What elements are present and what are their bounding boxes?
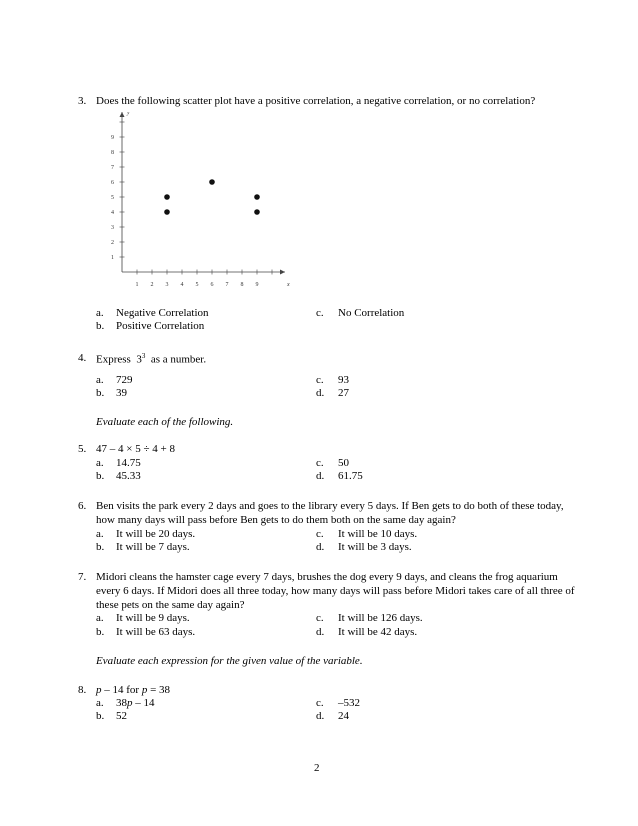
- option-text: It will be 7 days.: [116, 541, 190, 553]
- instruction-text: Evaluate each expression for the given value of the variable.: [96, 655, 363, 667]
- option-text: 24: [338, 710, 349, 722]
- option-text: It will be 20 days.: [116, 528, 196, 540]
- option-letter: c.: [316, 528, 324, 540]
- scatter-plot: [100, 112, 300, 297]
- question-number: 4.: [78, 352, 87, 364]
- plot-ticks: [111, 122, 272, 288]
- option-letter: b.: [96, 387, 105, 399]
- x-tick-label: 5: [195, 282, 199, 288]
- option-letter: b.: [96, 541, 105, 553]
- y-tick-label: 5: [111, 195, 114, 201]
- option-letter: c.: [316, 697, 324, 709]
- question-text-line: Midori cleans the hamster cage every 7 days, brushes the dog every 9 days, and cleans the frog aquarium: [96, 571, 558, 583]
- question-text-line: Ben visits the park every 2 days and goes to the library every 5 days. If Ben gets to do both of these today,: [96, 500, 564, 512]
- option-text: 14.75: [116, 457, 141, 469]
- option-text: 50: [338, 457, 349, 469]
- x-tick-label: 9: [255, 282, 259, 288]
- x-tick-label: 3: [165, 282, 169, 288]
- question-text: Does the following scatter plot have a positive correlation, a negative correlation, or no correlation?: [96, 95, 536, 107]
- y-tick-label: 4: [111, 210, 114, 216]
- question-number: 8.: [78, 684, 87, 696]
- option-text: 27: [338, 387, 349, 399]
- option-letter: a.: [96, 697, 104, 709]
- scatter-point: [254, 209, 260, 215]
- option-letter: a.: [96, 457, 104, 469]
- option-letter: c.: [316, 374, 324, 386]
- x-tick-label: 4: [180, 282, 184, 288]
- scatter-point: [164, 194, 170, 200]
- question-text-line: how many days will pass before Ben gets to do them both on the same day again?: [96, 514, 456, 526]
- option-text: It will be 3 days.: [338, 541, 412, 553]
- y-tick-label: 6: [111, 180, 114, 186]
- question-number: 5.: [78, 443, 87, 455]
- scatter-point: [164, 209, 170, 215]
- option-letter: b.: [96, 710, 105, 722]
- x-tick-label: 6: [210, 282, 214, 288]
- option-text: 39: [116, 387, 127, 399]
- scatter-point: [209, 179, 215, 185]
- option-text: It will be 10 days.: [338, 528, 418, 540]
- question-text-suffix: as a number.: [150, 353, 207, 366]
- option-letter: b.: [96, 320, 105, 332]
- x-axis-arrow: [280, 270, 285, 275]
- option-letter: a.: [96, 307, 104, 319]
- y-tick-label: 3: [111, 225, 114, 231]
- option-letter: b.: [96, 470, 105, 482]
- option-text: 61.75: [338, 470, 363, 482]
- y-tick-label: 9: [111, 135, 114, 141]
- instruction-text: Evaluate each of the following.: [96, 416, 234, 428]
- y-axis-label: y: [127, 112, 130, 116]
- option-letter: b.: [96, 626, 105, 638]
- question-text: [96, 352, 206, 366]
- power-exponent: 3: [141, 352, 146, 360]
- plot-axes: [120, 112, 291, 288]
- option-letter: a.: [96, 374, 104, 386]
- option-letter: a.: [96, 528, 104, 540]
- variable: p: [127, 697, 133, 709]
- option-text: It will be 42 days.: [338, 626, 418, 638]
- option-text: It will be 126 days.: [338, 612, 423, 624]
- page-number: 2: [314, 762, 320, 774]
- question-number: 6.: [78, 500, 87, 512]
- x-tick-label: 8: [240, 282, 244, 288]
- y-axis-arrow: [120, 112, 125, 117]
- option-text: 729: [116, 374, 133, 386]
- option-text: Positive Correlation: [116, 320, 205, 332]
- variable: p: [141, 684, 148, 696]
- option-text: [116, 697, 155, 709]
- question-text-prefix: Express: [96, 353, 131, 366]
- coefficient: 38: [116, 697, 127, 709]
- option-letter: d.: [316, 710, 325, 722]
- question-number: 7.: [78, 571, 87, 583]
- option-letter: d.: [316, 626, 325, 638]
- option-letter: c.: [316, 612, 324, 624]
- option-text: It will be 9 days.: [116, 612, 190, 624]
- question-text-line: every 6 days. If Midori does all three today, how many days will pass before Midori takes care of all three of: [96, 585, 575, 597]
- question-text: 47 – 4 × 5 ÷ 4 + 8: [96, 443, 175, 455]
- y-tick-label: 2: [111, 240, 114, 246]
- option-letter: c.: [316, 307, 324, 319]
- option-letter: d.: [316, 541, 325, 553]
- y-tick-label: 8: [111, 150, 114, 156]
- question-text: [96, 684, 170, 696]
- option-text: –532: [338, 697, 360, 709]
- option-text: 45.33: [116, 470, 141, 482]
- option-text: 93: [338, 374, 349, 386]
- x-tick-label: 7: [225, 282, 229, 288]
- power-base: 3: [136, 353, 142, 366]
- scatter-point: [254, 194, 260, 200]
- option-letter: d.: [316, 470, 325, 482]
- y-tick-label: 1: [111, 255, 114, 261]
- question-text-line: these pets on the same day again?: [96, 599, 245, 611]
- option-text: 52: [116, 710, 127, 722]
- x-tick-label: 1: [135, 282, 139, 288]
- option-text: Negative Correlation: [116, 307, 209, 319]
- x-axis-label: x: [287, 282, 290, 288]
- option-text: No Correlation: [338, 307, 405, 319]
- text-segment: = 38: [147, 684, 171, 696]
- option-text: It will be 63 days.: [116, 626, 196, 638]
- question-number: 3.: [78, 95, 87, 107]
- option-letter: a.: [96, 612, 104, 624]
- text-segment: – 14 for: [101, 684, 142, 696]
- text-segment: – 14: [132, 697, 155, 709]
- y-tick-label: 7: [111, 165, 114, 171]
- plot-points: [164, 179, 260, 215]
- option-letter: c.: [316, 457, 324, 469]
- variable: p: [96, 684, 102, 696]
- x-tick-label: 2: [150, 282, 154, 288]
- option-letter: d.: [316, 387, 325, 399]
